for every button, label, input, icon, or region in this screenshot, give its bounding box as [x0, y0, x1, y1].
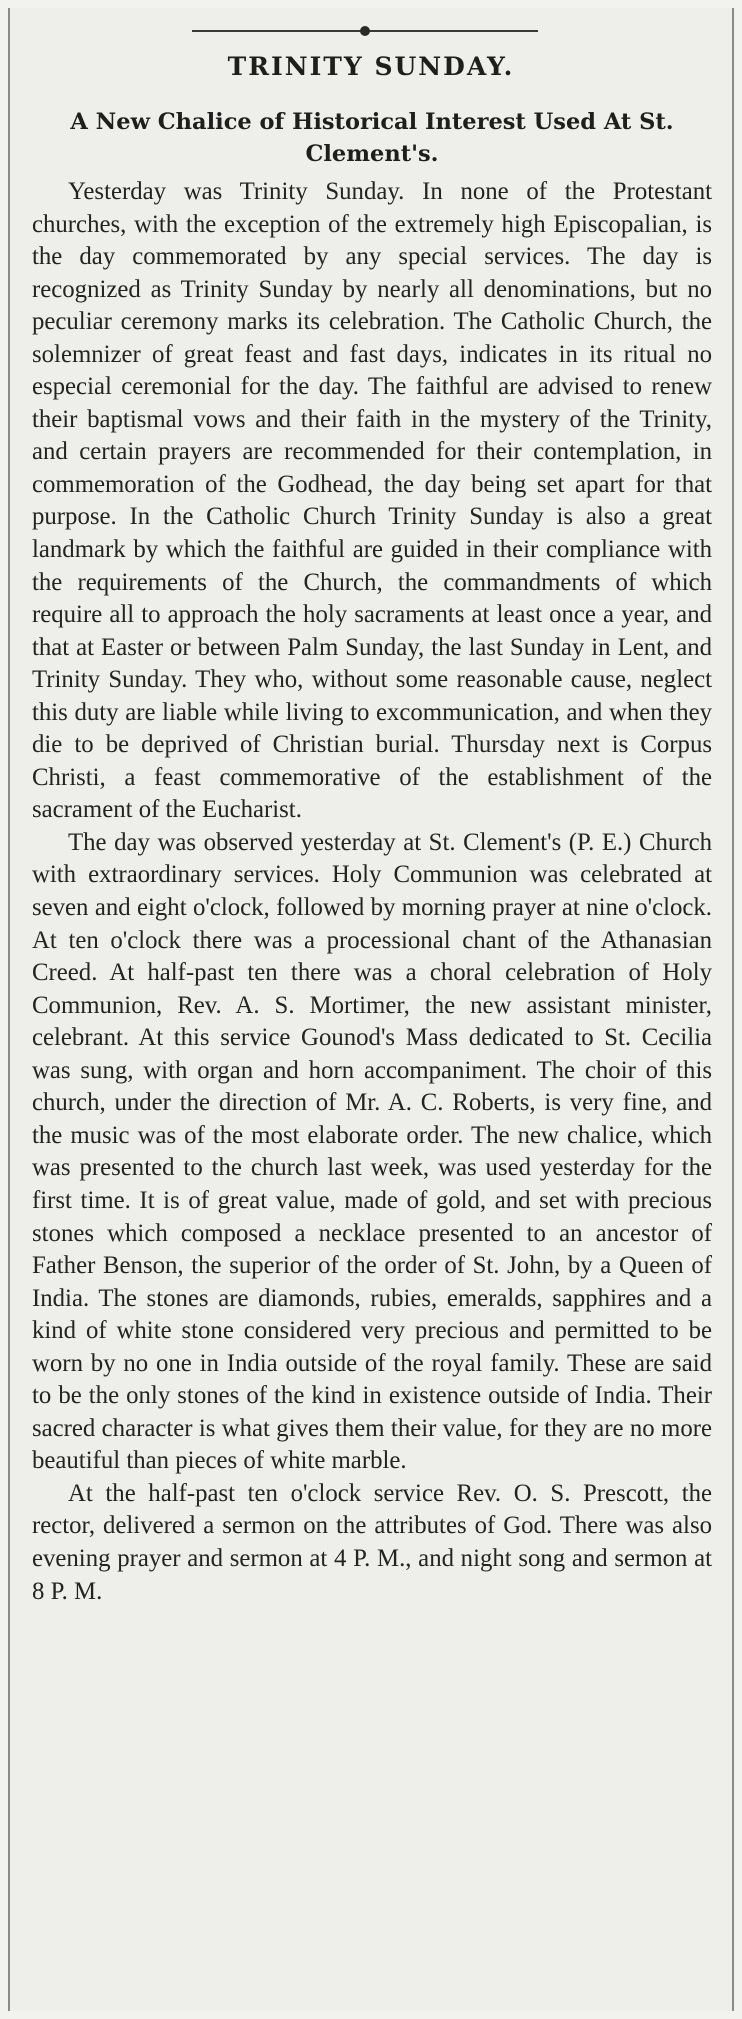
article-paragraph-1: Yesterday was Trinity Sunday. In none of the Protestant churches, with the exception of the extremely high Episcopalian, is the day commemorated by any special services. The day is recognized as Trinity Sunday by nearly all denominations, but no peculiar ceremony marks its celebration. The Catholic Church, the solemnizer of great feast and fast days, indicates in its ritual no especial ceremonial for the day. The faithful are advised to renew their baptismal vows and their faith in the mystery of the Trinity, and certain prayers are recommended for their contemplation, in commemoration of the Godhead, the day being set apart for that purpose. In the Catholic Church Trinity Sunday is also a great landmark by which the faithful are guided in their compliance with the requirements of the Church, the commandments of which require all to approach the holy sacraments at least once a year, and that at Easter or between Palm Sunday, the last Sunday in Lent, and Trinity Sunday. They who, without some reasonable cause, neglect this duty are liable while living to excommunication, and when they die to be deprived of Christian burial. Thursday next is Corpus Christi, a feast commemorative of the establishment of the sacrament of the Eucharist. [32, 178, 712, 824]
article-paragraph-2: The day was observed yesterday at St. Clement's (P. E.) Church with extraordinary services. Holy Communion was celebrated at seven and eight o'clock, followed by morning prayer at nine o'clock. At ten o'clock there was a processional chant of the Athanasian Creed. At half-past ten there was a choral celebration of Holy Communion, Rev. A. S. Mortimer, the new assistant minister, celebrant. At this service Gounod's Mass dedicated to St. Cecilia was sung, with organ and horn accompaniment. The choir of this church, under the direction of Mr. A. C. Roberts, is very fine, and the music was of the most elaborate order. The new chalice, which was presented to the church last week, was used yesterday for the first time. It is of great value, made of gold, and set with precious stones which composed a necklace presented to an ancestor of Father Benson, the superior of the order of St. John, by a Queen of India. The stones are diamonds, rubies, emeralds, sapphires and a kind of white stone considered very precious and permitted to be worn by no one in India outside of the royal family. These are said to be the only stones of the kind in existence outside of India. Their sacred character is what gives them their value, for they are no more beautiful than pieces of white marble. [32, 828, 712, 1475]
newspaper-clipping [8, 8, 734, 2011]
article-paragraph-3: At the half-past ten o'clock service Rev. O. S. Prescott, the rector, delivered a sermon on the attributes of God. There was also evening prayer and sermon at 4 P. M., and night song and sermon at 8 P. M. [32, 1479, 712, 1605]
article-subheadline: A New Chalice of Historical Interest Used At St. Clement's. [70, 109, 674, 167]
article-headline: TRINITY SUNDAY. [227, 52, 515, 81]
header-rule-ornament [360, 26, 370, 36]
article-body [32, 176, 712, 1608]
